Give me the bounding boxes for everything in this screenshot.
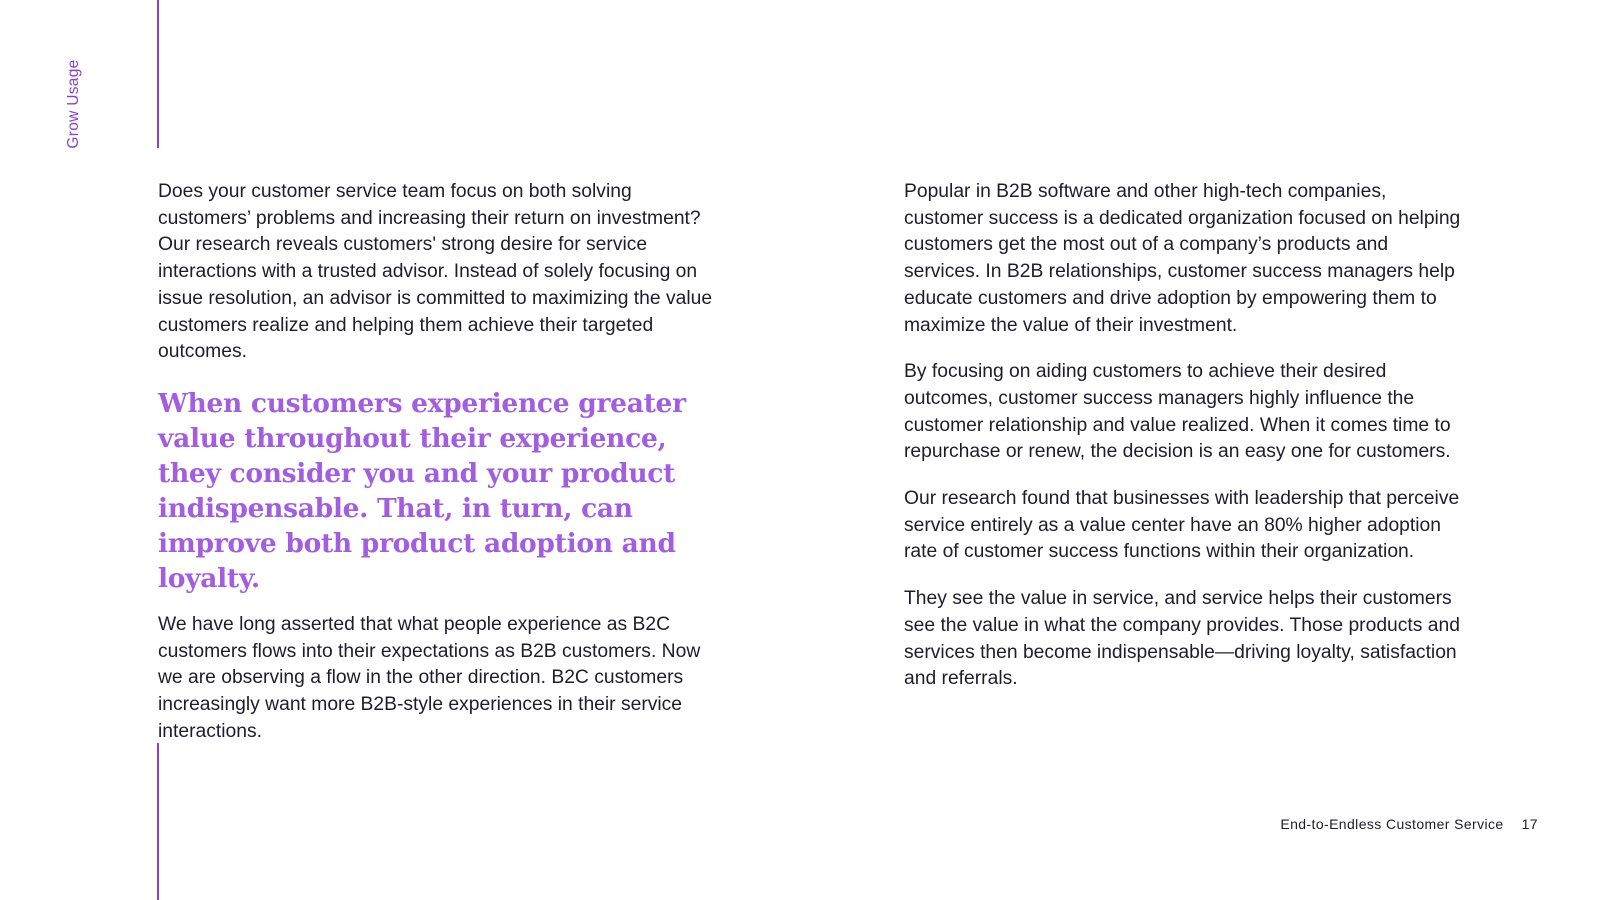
right-paragraph-2: By focusing on aiding customers to achieve their desired outcomes, customer success managers highly influence the customer relationship and value realized. When it comes time to repurchase or renew, the decision is an easy one for customers. [904,361,1451,463]
page-number: 17 [1521,816,1538,832]
right-paragraph-4: They see the value in service, and service helps their customers see the value in what the company provides. Those products and services then become indispensable—driving loyalty, satisfaction and referrals. [904,588,1460,690]
left-paragraph-1: Does your customer service team focus on both solving customers’ problems and increasing their return on investment? Our research reveals customers' strong desire for service interactions with a trusted advisor. Instead of solely focusing on issue resolution, an advisor is committed to maximizing the value customers realize and helping them achieve their targeted outcomes. [158,181,713,363]
section-label: Grow Usage [65,59,82,149]
right-paragraph-1: Popular in B2B software and other high-tech companies, customer success is a dedicated organization focused on helping customers get the most out of a company’s products and services. In B2B relationships, customer success managers help educate customers and drive adoption by empowering them to maximize the value of their investment. [904,181,1461,336]
left-column [158,179,726,765]
page-footer [1280,816,1538,832]
document-title: End-to-Endless Customer Service [1280,816,1504,832]
top-divider-line [157,0,159,148]
right-column [904,179,1464,713]
bottom-divider-line [157,743,159,900]
right-paragraph-3: Our research found that businesses with leadership that perceive service entirely as a value center have an 80% higher adoption rate of customer success functions within their organization. [904,488,1460,563]
left-paragraph-2: We have long asserted that what people experience as B2C customers flows into their expectations as B2B customers. Now we are observing a flow in the other direction. B2C customers increasingly want more B2B-style experiences in their service interactions. [158,613,701,742]
pull-quote: When customers experience greater value throughout their experience, they consider you and your product indispensable. That, in turn, can improve both product adoption and loyalty. [158,387,686,594]
